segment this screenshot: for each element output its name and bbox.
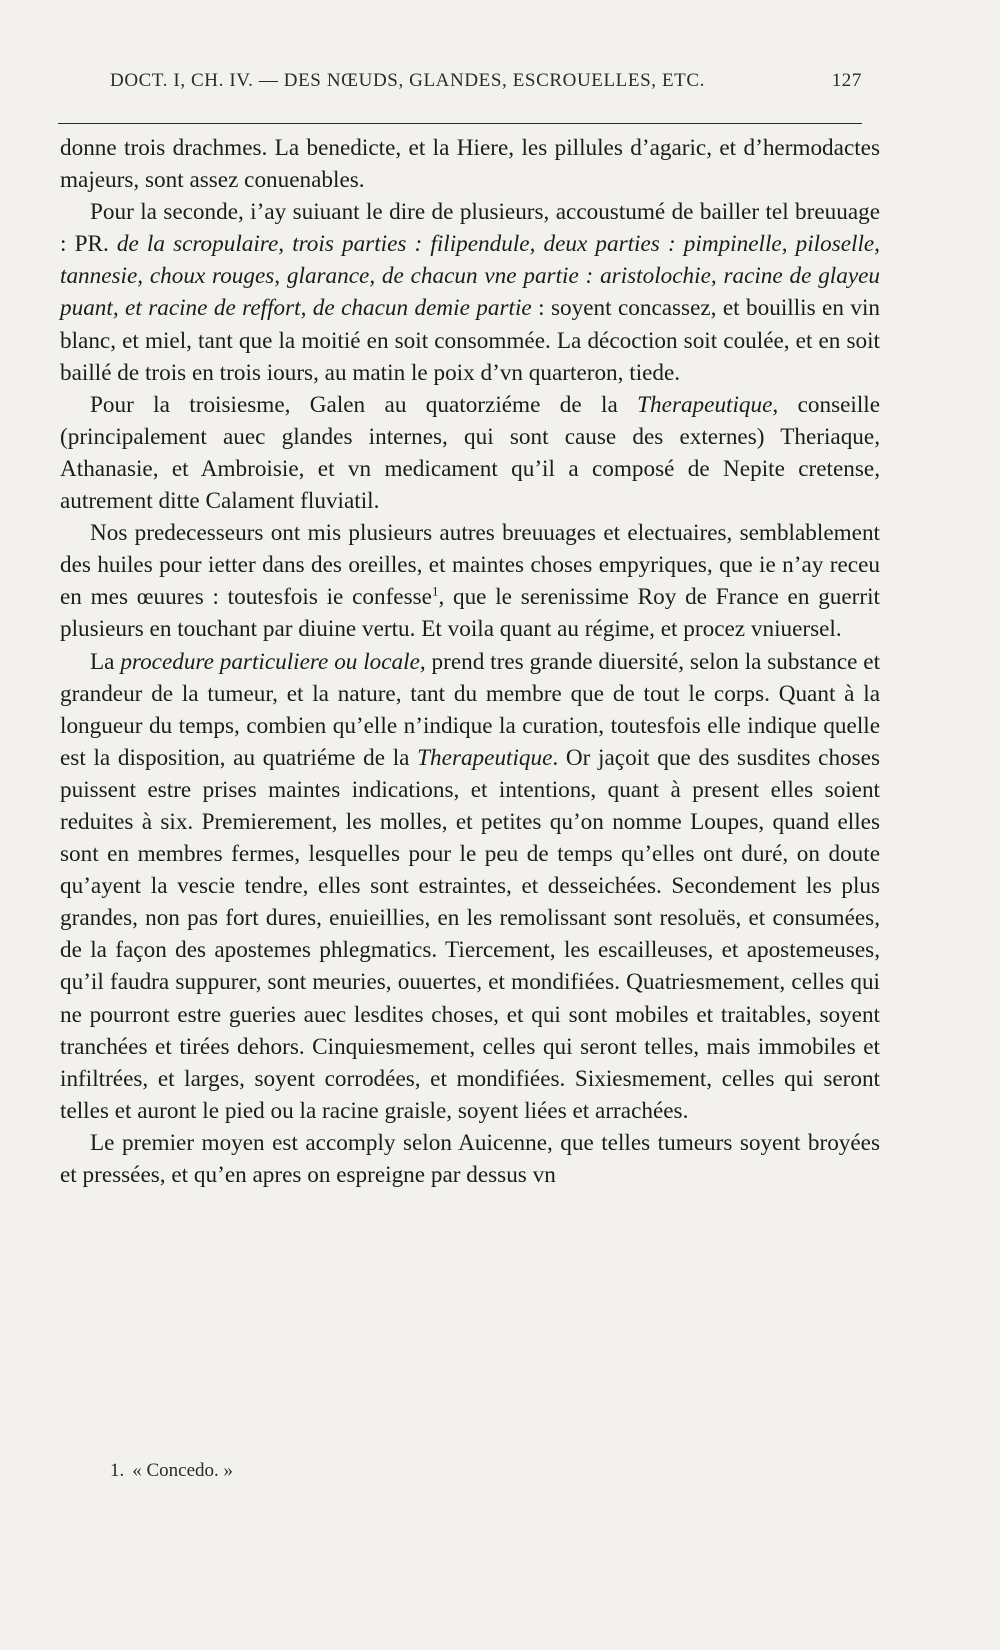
paragraph-5-text-c: . Or jaçoit que des susdites choses puissent estre prises maintes indications, et intentions, quant à present elles soient reduites à six. Premierement, les molles, et petites qu’on nomme Loupes, quand elles sont en membres fermes, lesquelles pour le peu de temps qu’elles ont duré, on doute qu’ayent la vescie tendre, elles sont estraintes, et desseichées. Secondement les plus grandes, non pas fort dures, enuieillies, en les remolissant sont resoluës, et consumées, de la façon des apostemes phlegmatics. Tiercement, les escailleuses, et apostemeuses, qu’il faudra suppurer, sont meuries, ouuertes, et mondifiées. Quatriesmement, celles qui ne pourront estre gueries auec lesdites choses, et qui sont mobiles et traitables, soyent tranchées et tirées dehors. Cinquiesmement, celles qui seront telles, mais immobiles et infiltrées, et larges, soyent corrodées, et mondifiées. Sixiesmement, celles qui seront telles et auront le pied ou la racine graisle, soyent liées et arrachées.	[60, 744, 880, 1124]
paragraph-5-text-a: La	[90, 648, 121, 675]
header-rule	[58, 123, 862, 124]
footnote-reference: 1	[431, 583, 439, 599]
paragraph-5-italic-2: Therapeutique	[417, 744, 553, 771]
paragraph-2-text-b: : soyent concassez, et bouillis en vin blanc, et miel, tant que la moitié en soit consommée. La décoction soit coulée, et en soit baillé de trois en trois iours, au matin le poix d’vn quarteron, tiede.	[60, 295, 881, 386]
paragraph-4-text-a: Nos predecesseurs ont mis plusieurs autres breuuages et electuaires, semblablement des huiles pour ietter dans des oreilles, et maintes choses empyriques, que ie n’ay receu en mes œuures : toutesfois ie confesse	[60, 520, 880, 611]
paragraph-4	[60, 517, 880, 645]
paragraph-5	[60, 646, 880, 1127]
running-head	[110, 70, 862, 92]
paragraph-1	[60, 132, 880, 196]
running-title: DOCT. I, CH. IV. — DES NŒUDS, GLANDES, ESCROUELLES, ETC.	[110, 70, 705, 91]
footnote	[110, 1460, 241, 1482]
footnote-marker: 1.	[110, 1460, 125, 1481]
paragraph-3	[60, 389, 880, 517]
paragraph-5-italic-1: procedure particuliere ou locale	[120, 648, 420, 675]
paragraph-4-text-b: , que le serenissime Roy de France en guerrit plusieurs en touchant par diuine vertu. Et voila quant au régime, et procez vniuersel.	[60, 584, 881, 643]
footnote-text: « Concedo. »	[132, 1460, 234, 1481]
paragraph-2	[60, 196, 880, 389]
paragraph-6	[60, 1127, 880, 1191]
paragraph-3-italic: Therapeutique	[637, 391, 773, 418]
paragraph-3-text-a: Pour la troisiesme, Galen au quatorziéme de la	[90, 391, 638, 418]
paragraph-2-recipe-italic: de la scropulaire, trois parties : filipendule, deux parties : pimpinelle, piloselle, tannesie, choux rouges, glarance, de chacun vne partie : aristolochie, racine de glayeu puant, et racine de reffort, de chacun demie partie	[60, 231, 880, 322]
body-text	[60, 132, 880, 1191]
paragraph-6-text: Le premier moyen est accomply selon Auicenne, que telles tumeurs soyent broyées et pressées, et qu’en apres on espreigne par dessus vn	[60, 1129, 880, 1188]
paragraph-2-text-a: Pour la seconde, i’ay suiuant le dire de plusieurs, accoustumé de bailler tel breuuage : PR.	[60, 199, 880, 258]
page-number: 127	[831, 70, 862, 91]
paragraph-5-text-b: , prend tres grande diuersité, selon la substance et grandeur de la tumeur, et la nature, tant du membre que de tout le corps. Quant à la longueur du temps, combien qu’elle n’indique la curation, toutesfois elle indique quelle est la disposition, au quatriéme de la	[60, 648, 881, 771]
paragraph-3-text-b: , conseille (principalement auec glandes internes, qui sont cause des externes) Theriaque, Athanasie, et Ambroisie, et vn medicament qu’il a composé de Nepite cretense, autrement ditte Calament fluviatil.	[60, 391, 880, 515]
paragraph-1-text: donne trois drachmes. La benedicte, et la Hiere, les pillules d’agaric, et d’hermodactes majeurs, sont assez conuenables.	[60, 135, 880, 194]
